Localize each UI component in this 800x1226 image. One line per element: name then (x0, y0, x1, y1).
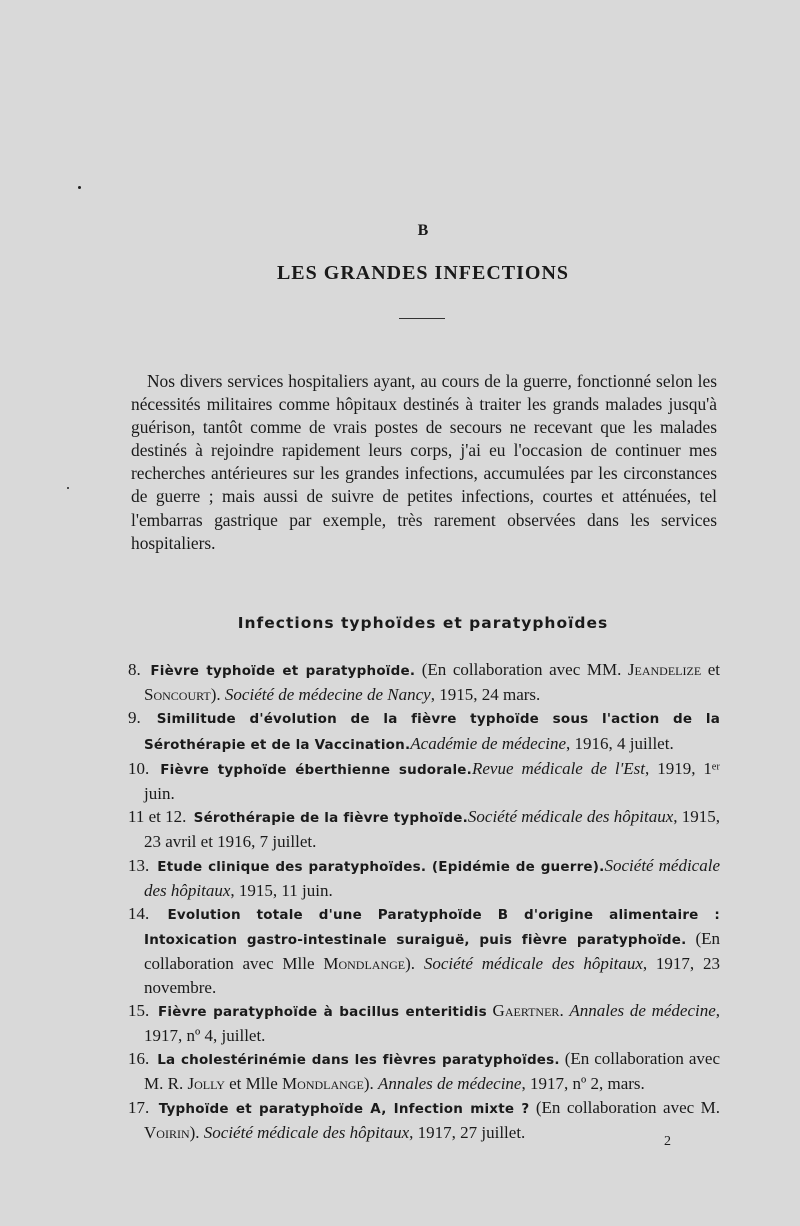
ref-date: , 1917, nº 2, mars. (521, 1074, 645, 1094)
title-rule (399, 318, 445, 319)
ink-speck (67, 487, 69, 489)
ref-journal: Société médicale des hôpitaux (467, 807, 674, 827)
ref-number: 13. (128, 855, 150, 875)
reference-item (128, 658, 720, 706)
reference-item (128, 757, 720, 805)
ref-number: 17. (128, 1097, 150, 1117)
ref-journal: Revue médicale de l'Est (471, 758, 645, 778)
ref-date: , 1915, 24 mars. (430, 685, 541, 705)
section-heading: Infections typhoïdes et paratyphoïdes (237, 614, 609, 632)
reference-item (128, 999, 720, 1047)
part-letter: B (417, 222, 429, 239)
ref-text: et (701, 660, 720, 679)
page-title: LES GRANDES INFECTIONS (276, 262, 570, 284)
ref-number: 15. (128, 1000, 150, 1020)
ref-text: (En collaboration avec M. (529, 1097, 720, 1117)
ref-text: et Mlle (224, 1074, 283, 1094)
ref-text: ). (210, 685, 225, 705)
reference-item (128, 902, 720, 999)
ref-date: , 1917, 23 novembre. (144, 954, 720, 997)
ref-number: 9. (128, 708, 141, 728)
ref-text: (En collaboration avec M. R. (144, 1049, 721, 1094)
ref-number: 8. (128, 660, 141, 679)
ref-date: , 1919, 1ᵉʳ juin. (144, 758, 720, 804)
ref-title: La cholestérinémie dans les fièvres paratyphoïdes. (157, 1052, 560, 1069)
ref-journal: Annales de médecine (377, 1074, 522, 1094)
ref-text: ). (189, 1122, 204, 1142)
ref-author: Soncourt (144, 685, 211, 705)
ref-text: . (559, 1000, 570, 1020)
ref-title: Fièvre typhoïde et paratyphoïde. (150, 663, 416, 679)
reference-item (128, 706, 720, 756)
ref-date: , 1915, 11 juin. (230, 880, 333, 900)
ref-title: Sérothérapie de la fièvre typhoïde. (193, 810, 468, 827)
ref-title: Etude clinique des paratyphoïdes. (Epidémie de guerre). (157, 858, 605, 875)
ref-date: , 1915, 23 avril et 1916, 7 juillet. (144, 807, 721, 852)
intro-paragraph: Nos divers services hospitaliers ayant, au cours de la guerre, fonctionné selon les nécessités militaires comme hôpitaux destinés à traiter les grands malades jusqu'à guérison, tantôt comme de vrais postes de secours ne recevant que les malades destinés à rejoindre rapidement leurs corps, j'ai eu l'occasion de continuer mes recherches antérieures sur les grandes infections, accumulées par les circonstances de guerre ; mais aussi de suivre de petites infections, courtes et atténuées, tel l'embarras gastrique par exemple, très rarement observées dans les services hospitaliers. (131, 371, 717, 553)
ref-journal: Société médicale des hôpitaux (203, 1122, 410, 1142)
ref-title: Similitude d'évolution de la fièvre typhoïde sous l'action de la Sérothérapie et de la Vaccination. (144, 711, 721, 753)
ref-number: 14. (128, 904, 150, 924)
ref-author: Jolly (187, 1074, 225, 1094)
ref-number: 16. (128, 1049, 150, 1069)
page-number: 2 (664, 1134, 671, 1149)
ref-date: , 1917, 27 juillet. (409, 1122, 526, 1142)
ref-author: Jeandelize (627, 660, 702, 679)
ref-text: ). (363, 1074, 378, 1094)
ref-journal: Société médicale des hôpitaux (423, 954, 643, 974)
ref-date: , 1916, 4 juillet. (566, 733, 674, 753)
ref-author: Voirin (144, 1122, 190, 1142)
reference-item (128, 1096, 720, 1144)
reference-item (128, 805, 720, 853)
ref-text: (En collaboration avec Mlle (144, 929, 721, 974)
ref-text: ). (405, 954, 424, 974)
ref-journal: Annales de médecine (569, 1000, 716, 1020)
ref-text: (En collaboration avec MM. (415, 660, 628, 679)
ref-author: Mondlange (323, 954, 406, 974)
ref-title: Evolution totale d'une Paratyphoïde B d'origine alimentaire : Intoxication gastro-intestinale suraiguë, puis fièvre paratyphoïde. (144, 907, 720, 949)
ref-title: Fièvre typhoïde éberthienne sudorale. (160, 761, 472, 778)
ref-journal: Société de médecine de Nancy (224, 685, 431, 705)
reference-item (128, 854, 720, 902)
ref-journal: Société médicale des hôpitaux (144, 855, 720, 900)
ref-title: Fièvre paratyphoïde à bacillus enteritidis (157, 1003, 487, 1020)
ref-number: 11 et 12. (128, 807, 187, 827)
ref-author: Gaertner (492, 1000, 560, 1020)
reference-list (128, 658, 720, 1144)
reference-item (128, 1047, 720, 1095)
ink-speck (78, 186, 81, 189)
ref-number: 10. (128, 758, 150, 778)
ref-author: Mondlange (282, 1074, 364, 1094)
ref-title: Typhoïde et paratyphoïde A, Infection mixte ? (158, 1100, 530, 1117)
ref-date: , 1917, nº 4, juillet. (144, 1000, 721, 1046)
ref-journal: Académie de médecine (410, 733, 567, 753)
